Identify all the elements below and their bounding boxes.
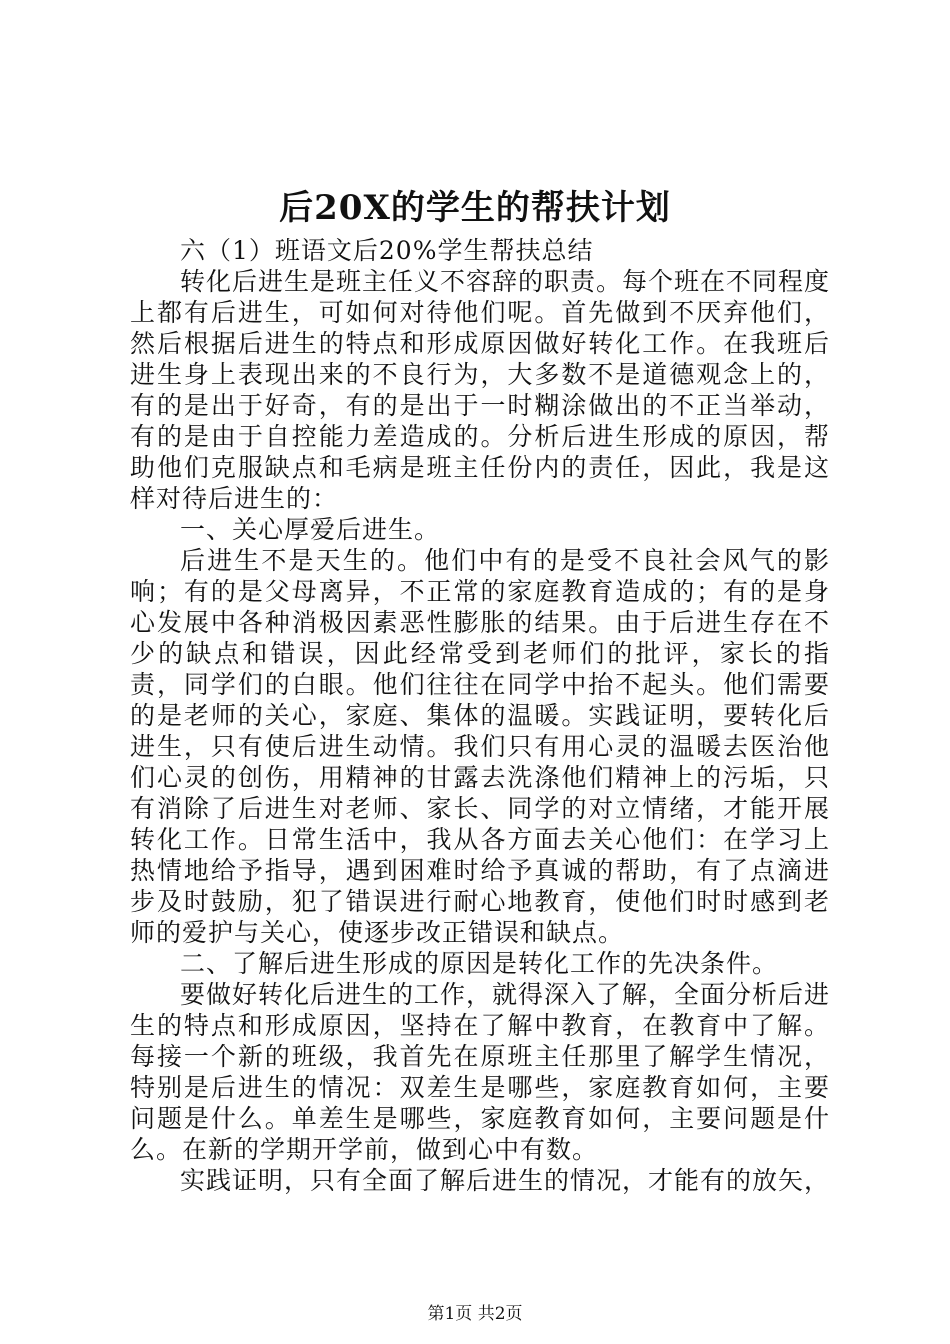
section-1-paragraph: 后进生不是天生的。他们中有的是受不良社会风气的影响；有的是父母离异，不正常的家庭教育造成的；有的是身心发展中各种消极因素恶性膨胀的结果。由于后进生存在不少的缺点和错误，因此经常受到老师们的批评，家长的指责，同学们的白眼。他们往往在同学中抬不起头。他们需要的是老师的关心，家庭、集体的温暖。实践证明，要转化后进生，只有使后进生动情。我们只有用心灵的温暖去医治他们心灵的创伤，用精神的甘露去洗涤他们精神上的污垢，只有消除了后进生对老师、家长、同学的对立情绪，才能开展转化工作。日常生活中，我从各方面去关心他们：在学习上热情地给予指导，遇到困难时给予真诚的帮助，有了点滴进步及时鼓励，犯了错误进行耐心地教育，使他们时时感到老师的爱护与关心，使逐步改正错误和缺点。 [130,546,830,947]
section-2-paragraph: 要做好转化后进生的工作，就得深入了解，全面分析后进生的特点和形成原因，坚持在了解中教育，在教育中了解。每接一个新的班级，我首先在原班主任那里了解学生情况，特别是后进生的情况：双差生是哪些，家庭教育如何，主要问题是什么。单差生是哪些，家庭教育如何，主要问题是什么。在新的学期开学前，做到心中有数。 [130,980,831,1164]
document-title: 后20X的学生的帮扶计划 [279,188,671,228]
section-heading-2: 二、了解后进生形成的原因是转化工作的先决条件。 [180,949,779,978]
page-number-footer: 第1页 共2页 [427,1304,523,1324]
document-body [130,235,830,1196]
subtitle-paragraph: 六（1）班语文后20%学生帮扶总结 [180,236,594,265]
section-heading-1: 一、关心厚爱后进生。 [180,515,441,544]
intro-paragraph: 转化后进生是班主任义不容辞的职责。每个班在不同程度上都有后进生，可如何对待他们呢。首先做到不厌弃他们，然后根据后进生的特点和形成原因做好转化工作。在我班后进生身上表现出来的不良行为，大多数不是道德观念上的，有的是出于好奇，有的是出于一时糊涂做出的不正当举动，有的是由于自控能力差造成的。分析后进生形成的原因，帮助他们克服缺点和毛病是班主任份内的责任，因此，我是这样对待后进生的： [130,267,831,513]
continuation-paragraph: 实践证明，只有全面了解后进生的情况，才能有的放矢， [180,1166,831,1195]
